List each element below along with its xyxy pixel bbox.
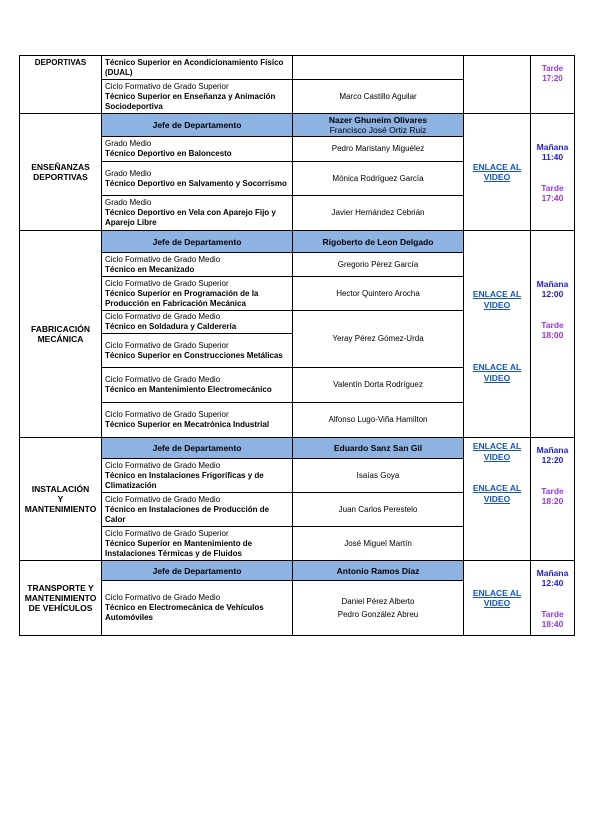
video-link-cell (464, 561, 531, 636)
course-level: Ciclo Formativo de Grado Superior (105, 410, 229, 419)
teacher-name: Pedro Maristany Miguélez (293, 137, 464, 162)
video-link[interactable]: ENLACE AL VIDEO (472, 289, 522, 310)
schedule-time: 17:20 (542, 74, 563, 83)
course-cell (102, 162, 293, 196)
head-label: Jefe de Departamento (102, 438, 293, 459)
department-name-line: Y (57, 494, 64, 504)
course-name: Técnico Superior en Acondicionamiento Físico (DUAL) (105, 57, 284, 77)
schedule-cell (531, 231, 575, 438)
teacher-name: Yeray Pérez Gómez-Urda (293, 311, 464, 368)
video-link[interactable]: ENLACE AL VIDEO (472, 362, 522, 383)
schedule-label: Tarde (541, 182, 564, 193)
department-name-line: DEPORTIVAS (33, 172, 88, 182)
department-name-line: MECÁNICA (37, 334, 84, 344)
teacher-name: Marco Castillo Aguilar (293, 80, 464, 114)
department-name (20, 561, 102, 636)
course-level: Ciclo Formativo de Grado Medio (105, 254, 221, 264)
teacher-name: José Miguel Martín (293, 527, 464, 561)
schedule-cell (531, 561, 575, 636)
head-name: Eduardo Sanz San Gil (293, 438, 464, 459)
course-name: Técnico en Mecanizado (105, 264, 195, 274)
course-cell (102, 459, 293, 493)
course-name: Técnico en Electromecánica de Vehículos Automóviles (105, 603, 264, 622)
teacher-cell (293, 56, 464, 80)
teacher-name: Gregorio Pérez García (293, 253, 464, 277)
teacher-name: Pedro González Abreu (337, 610, 419, 619)
table-row (20, 114, 575, 137)
head-name-line: Francisco José Ortiz Ruiz (329, 125, 427, 135)
course-name: Técnico en Mantenimiento Electromecánico (105, 385, 272, 394)
course-level: Grado Medio (105, 139, 152, 148)
video-link[interactable]: ENLACE AL VIDEO (472, 161, 522, 182)
course-name: Técnico Deportivo en Salvamento y Socorrismo (105, 178, 287, 188)
teacher-name: Juan Carlos Perestelo (293, 493, 464, 527)
head-name: Antonio Ramos Díaz (293, 561, 464, 581)
schedule-label: Tarde (541, 608, 564, 619)
department-name (20, 438, 102, 561)
course-name: Técnico Superior en Mecatrónica Industrial (105, 420, 270, 429)
video-link[interactable]: ENLACE AL VIDEO (472, 483, 522, 504)
head-name (293, 114, 464, 137)
table-row (20, 231, 575, 253)
course-cell (102, 493, 293, 527)
course-cell (102, 277, 293, 311)
course-name: Técnico en Instalaciones de Producción de Calor (105, 504, 270, 524)
department-name-line: DE VEHÍCULOS (28, 603, 93, 613)
course-cell (102, 56, 293, 80)
course-level: Ciclo Formativo de Grado Superior (105, 528, 229, 538)
schedule-label: Tarde (541, 64, 564, 73)
teacher-name: Hector Quintero Arocha (293, 277, 464, 311)
course-cell (102, 527, 293, 561)
course-level: Ciclo Formativo de Grado Superior (105, 278, 229, 288)
table-row (20, 561, 575, 581)
course-cell (102, 311, 293, 334)
schedule-cell (531, 438, 575, 561)
course-level: Ciclo Formativo de Grado Medio (105, 460, 221, 470)
schedule-label: Mañana (536, 567, 569, 578)
teacher-name: Javier Hernández Cebrián (293, 196, 464, 231)
course-level: Ciclo Formativo de Grado Superior (105, 81, 229, 91)
course-name: Técnico Superior en Mantenimiento de Instalaciones Térmicas y de Fluidos (105, 538, 253, 558)
course-level: Ciclo Formativo de Grado Superior (105, 340, 229, 350)
head-label: Jefe de Departamento (102, 561, 293, 581)
teacher-name: Mónica Rodríguez García (293, 162, 464, 196)
schedule-time: 18:00 (541, 330, 564, 340)
schedule-label: Mañana (536, 279, 569, 289)
course-level: Ciclo Formativo de Grado Medio (105, 312, 221, 321)
teacher-name: Isaías Goya (293, 459, 464, 493)
schedule-time: 11:40 (541, 151, 564, 162)
department-name-line: MANTENIMIENTO (24, 504, 97, 514)
course-cell (102, 253, 293, 277)
schedule-label: Mañana (536, 445, 569, 455)
course-level: Ciclo Formativo de Grado Medio (105, 375, 221, 384)
department-name-line: TRANSPORTE Y (27, 583, 94, 593)
table-row (20, 56, 575, 80)
schedule-time: 12:00 (541, 289, 564, 299)
course-cell (102, 403, 293, 438)
department-name-line: MANTENIMIENTO (24, 593, 97, 603)
course-cell (102, 334, 293, 368)
course-level: Ciclo Formativo de Grado Medio (105, 494, 221, 504)
schedule-label: Mañana (536, 141, 569, 152)
head-label: Jefe de Departamento (102, 231, 293, 253)
video-link-cell (464, 231, 531, 438)
course-name: Técnico Superior en Programación de la Producción en Fabricación Mecánica (105, 288, 259, 308)
course-cell (102, 196, 293, 231)
department-name-line: ENSEÑANZAS (31, 162, 90, 172)
course-name: Técnico Superior en Enseñanza y Animación Sociodeportiva (105, 91, 276, 111)
course-name: Técnico Superior en Construcciones Metálicas (105, 350, 283, 360)
schedule-time: 18:20 (541, 496, 564, 506)
schedule-label: Tarde (541, 486, 564, 496)
link-cell (464, 56, 531, 114)
video-link-cell (464, 114, 531, 231)
schedule-time: 18:40 (541, 618, 564, 629)
department-name: DEPORTIVAS (20, 56, 102, 114)
video-link[interactable]: ENLACE AL VIDEO (472, 587, 522, 608)
course-level: Grado Medio (105, 198, 152, 207)
department-name-line: FABRICACIÓN (30, 324, 91, 334)
video-link[interactable]: ENLACE AL VIDEO (472, 441, 522, 462)
teacher-name: Daniel Pérez Alberto (341, 597, 415, 606)
department-name (20, 114, 102, 231)
course-level: Ciclo Formativo de Grado Medio (105, 593, 221, 602)
video-link-cell (464, 438, 531, 561)
course-name: Técnico en Instalaciones Frigoríficas y de Climatización (105, 470, 264, 490)
schedule-cell (531, 114, 575, 231)
schedule-cell (531, 56, 575, 114)
schedule-time: 12:20 (541, 455, 564, 465)
schedule-label: Tarde (541, 320, 564, 330)
course-cell (102, 80, 293, 114)
head-label: Jefe de Departamento (102, 114, 293, 137)
course-cell (102, 581, 293, 636)
department-name-line: INSTALACIÓN (31, 484, 90, 494)
schedule-table (19, 55, 575, 636)
course-level: Grado Medio (105, 168, 152, 178)
head-name: Rigoberto de Leon Delgado (293, 231, 464, 253)
teacher-cell (293, 581, 464, 636)
department-name (20, 231, 102, 438)
course-name: Técnico en Soldadura y Calderería (105, 322, 237, 331)
course-name: Técnico Deportivo en Baloncesto (105, 149, 232, 158)
teacher-name: Valentín Dorta Rodríguez (293, 368, 464, 403)
schedule-time: 12:40 (541, 577, 564, 588)
course-cell (102, 137, 293, 162)
teacher-name: Alfonso Lugo-Viña Hamilton (293, 403, 464, 438)
head-name-line: Nazer Ghuneim Olivares (328, 115, 428, 125)
course-cell (102, 368, 293, 403)
schedule-time: 17:40 (541, 192, 564, 203)
course-name: Técnico Deportivo en Vela con Aparejo Fijo y Aparejo Libre (105, 208, 276, 227)
table-row (20, 438, 575, 459)
